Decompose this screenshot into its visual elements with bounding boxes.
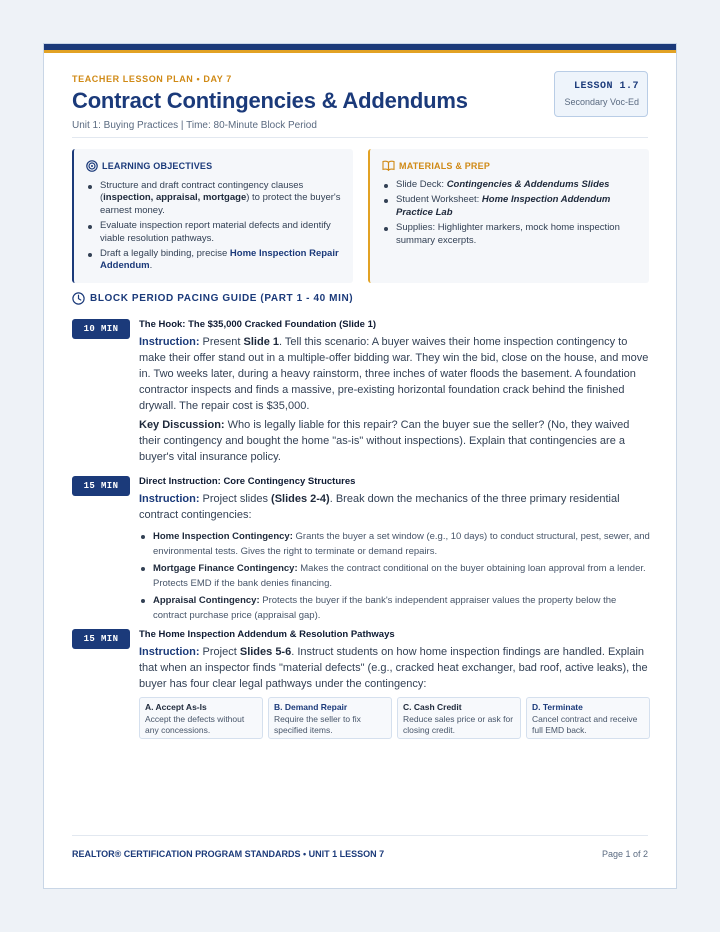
footer-standards: REALTOR® CERTIFICATION PROGRAM STANDARDS • UNIT 1 LESSON 7 [72, 849, 385, 859]
block-content [139, 629, 650, 692]
pathway-desc: Require the seller to fix specified items. [274, 714, 361, 735]
block-discussion: Key Discussion: Who is legally liable for this repair? Can the buyer sue the seller? (No, they waived their contingency and bought the home "as-is" without inspections). Explain that contingencies are a buyer's vital insurance policy. [139, 419, 630, 463]
lesson-code: LESSON 1.7 [573, 81, 639, 92]
block-title: Direct Instruction: Core Contingency Structures [139, 476, 356, 487]
contingency-item: Appraisal Contingency: Protects the buyer if the bank's independent appraiser values the property below the contract purchase price (appraisal gap). [139, 593, 650, 623]
contingency-item: Mortgage Finance Contingency: Makes the contract conditional on the buyer obtaining loan approval from a lender. Protects EMD if the bank denies financing. [139, 561, 650, 591]
objectives-heading [86, 160, 341, 172]
target-icon [86, 160, 98, 172]
pathway-repair [268, 697, 392, 739]
footer-divider [72, 835, 648, 836]
lesson-plan-page [43, 43, 677, 889]
objectives-heading-label: LEARNING OBJECTIVES [102, 161, 213, 171]
block-title: The Home Inspection Addendum & Resolution Pathways [139, 629, 395, 640]
clock-icon [72, 292, 85, 305]
page-subtitle: Unit 1: Buying Practices | Time: 80-Minute Block Period [72, 120, 317, 131]
contingency-item: Home Inspection Contingency: Grants the buyer a set window (e.g., 10 days) to conduct structural, pest, sewer, and environmental tests. Gives the right to terminate or demand repairs. [139, 529, 650, 559]
pathway-desc: Cancel contract and receive full EMD back. [532, 714, 638, 735]
contingency-list [139, 529, 650, 623]
pathway-desc: Reduce sales price or ask for closing credit. [403, 714, 514, 735]
duration-badge: 15 MIN [72, 629, 130, 649]
block-title: The Hook: The $35,000 Cracked Foundation (Slide 1) [139, 319, 377, 330]
addendum-highlight: Home Inspection Repair Addendum [100, 248, 339, 272]
material-item: Slide Deck: Contingencies & Addendums Slides [382, 179, 637, 191]
pathway-title: B. Demand Repair [274, 702, 348, 712]
block-instruction: Instruction: Present Slide 1. Tell this scenario: A buyer waives their home inspection contingency to make their offer stand out in a multiple-offer bidding war. They win the bid, close on the house, and move in. Two weeks later, during a heavy rainstorm, three inches of water floods the basement. A foundation contractor inspects and finds a massive, pre-existing horizontal foundation crack behind the finished drywall. The repair cost is $35,000. [139, 336, 649, 412]
page-number: Page 1 of 2 [601, 849, 648, 859]
block-instruction: Instruction: Project slides (Slides 2-4). Break down the mechanics of the three primary residential contract contingencies: [139, 493, 620, 521]
duration-badge: 10 MIN [72, 319, 130, 339]
page-title: Contract Contingencies & Addendums [72, 88, 468, 113]
objective-item: Draft a legally binding, precise Home Inspection Repair Addendum. [86, 248, 341, 273]
pathway-credit [397, 697, 521, 739]
materials-heading-label: MATERIALS & PREP [399, 160, 491, 171]
pathway-desc: Accept the defects without any concessions. [145, 714, 245, 735]
overview-cards [72, 149, 649, 283]
objective-item: Evaluate inspection report material defects and identify viable resolution pathways. [86, 220, 341, 245]
pathway-title: D. Terminate [532, 702, 583, 712]
lesson-level: Secondary Voc-Ed [564, 97, 639, 107]
material-item: Student Worksheet: Home Inspection Addendum Practice Lab [382, 194, 637, 219]
pathway-terminate [526, 697, 650, 739]
header-divider [72, 137, 648, 138]
pathway-title: C. Cash Credit [403, 702, 462, 712]
pathway-title: A. Accept As-Is [145, 702, 207, 712]
duration-badge: 15 MIN [72, 476, 130, 496]
pathway-accept [139, 697, 263, 739]
top-accent-bar [44, 44, 676, 53]
block-content [139, 319, 650, 465]
objectives-card [72, 149, 353, 283]
block-content [139, 476, 650, 625]
book-icon [382, 160, 395, 171]
block-instruction: Instruction: Project Slides 5-6. Instruct students on how home inspection findings are handled. Explain that when an inspector finds "material defects" (e.g., cracked heat exchanger, bad roof, active leaks), the buyer has four clear legal pathways under the contingency: [139, 646, 648, 690]
materials-list [382, 179, 637, 247]
objective-item: Structure and draft contract contingency clauses (inspection, appraisal, mortgage) to protect the buyer's earnest money. [86, 180, 341, 217]
materials-card [368, 149, 649, 283]
eyebrow-label: TEACHER LESSON PLAN • DAY 7 [72, 74, 232, 84]
material-item: Supplies: Highlighter markers, mock home inspection summary excerpts. [382, 222, 637, 247]
lesson-badge [554, 71, 648, 117]
pacing-guide-heading: BLOCK PERIOD PACING GUIDE (PART 1 - 40 MIN) [72, 292, 353, 305]
materials-heading [382, 160, 637, 171]
objectives-list [86, 180, 341, 273]
